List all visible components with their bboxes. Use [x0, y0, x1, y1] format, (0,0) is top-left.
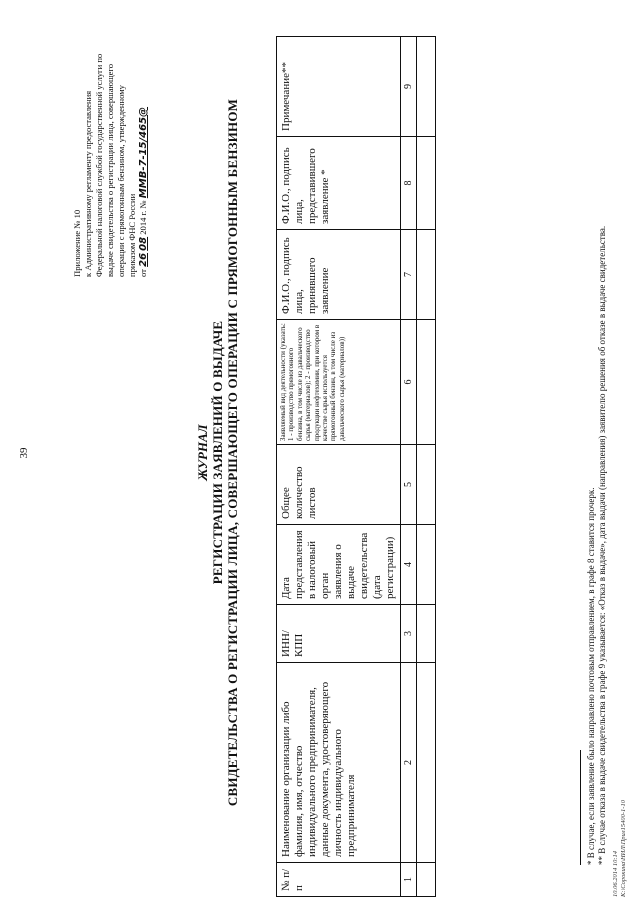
column-number: 8: [401, 137, 417, 230]
appendix-line: Федеральной налоговой службой государственной услуги по: [94, 53, 104, 277]
table-cell: [417, 605, 436, 663]
table-cell: [417, 37, 436, 137]
appendix-line: выдаче свидетельства о регистрации лица, совершающего: [105, 63, 115, 277]
date-prefix: от: [138, 269, 148, 277]
header-cell-1: № п/п: [277, 863, 401, 897]
column-number: 3: [401, 605, 417, 663]
appendix-note: [72, 15, 149, 277]
file-stamp-date: 10.06.2014 10:14: [612, 850, 619, 897]
appendix-line: операции с прямогонным бензином, утвержденному: [116, 85, 126, 277]
header-cell-4: Дата представления в налоговый орган заявления о выдаче свидетельства (дата регистрации): [277, 525, 401, 605]
header-cell-6: Заявляемый вид деятельности (указать: 1 - производство прямогонного бензина, в том числе из давальческого сырья (материалов); 2 - производство продукции нефтехимии, при котором в качестве сырья используется прямогонный бензин, в том числе из давальческого сырья (материалов)): [277, 320, 401, 445]
journal-table: [276, 36, 436, 897]
table-cell: [417, 137, 436, 230]
page-number: 39: [18, 447, 30, 459]
handwritten-day: 26: [138, 252, 149, 267]
appendix-line: приказом ФНС России: [127, 193, 137, 277]
footnotes: [586, 45, 608, 865]
date-year: 2014 г. №: [138, 200, 148, 235]
file-stamp-path: К:\Сорокина\НИЛ\Прил15400-1-10: [620, 800, 627, 897]
title-line-2: РЕГИСТРАЦИИ ЗАЯВЛЕНИЙ О ВЫДАЧЕ: [210, 320, 225, 585]
file-stamp: [612, 800, 628, 897]
handwritten-month: 08: [138, 236, 149, 251]
table-cell: [417, 525, 436, 605]
header-cell-8: Ф.И.О., подпись лица, представившего заявление *: [277, 137, 401, 230]
title-line-1: ЖУРНАЛ: [195, 424, 210, 481]
journal-title: [195, 40, 240, 865]
table-cell: [417, 663, 436, 863]
handwritten-order-number: ММВ-7-15/465@: [138, 106, 149, 199]
appendix-date-line: [138, 15, 149, 277]
column-number: 7: [401, 230, 417, 320]
footnote-divider: [580, 750, 581, 865]
title-line-3: СВИДЕТЕЛЬСТВА О РЕГИСТРАЦИИ ЛИЦА, СОВЕРШАЮЩЕГО ОПЕРАЦИИ С ПРЯМОГОННЫМ БЕНЗИНОМ: [225, 98, 240, 807]
footnote-2: ** В случае отказа в выдаче свидетельства в графе 9 указывается: «Отказ в выдаче», дата выдачи (направления) заявителю решения об отказе в выдаче свидетельства.: [597, 225, 607, 865]
column-number: 4: [401, 525, 417, 605]
table-row-empty: [417, 37, 436, 897]
header-cell-2: Наименование организации либо фамилия, имя, отчество индивидуального предпринимателя, данные документа, удостоверяющего личность индивидуального предпринимателя: [277, 663, 401, 863]
header-cell-5: Общее количество листов: [277, 445, 401, 525]
header-cell-9: Примечание**: [277, 37, 401, 137]
table-cell: [417, 445, 436, 525]
table-header-row: [277, 37, 401, 897]
column-number: 6: [401, 320, 417, 445]
table-cell: [417, 863, 436, 897]
footnote-1: * В случае, если заявление было направлено почтовым отправлением, в графе 8 ставится прочерк.: [586, 487, 596, 865]
column-number: 5: [401, 445, 417, 525]
column-number: 2: [401, 663, 417, 863]
table-cell: [417, 320, 436, 445]
appendix-line: Приложение № 10: [72, 209, 82, 277]
appendix-line: к Административному регламенту предоставления: [83, 90, 93, 277]
column-number: 9: [401, 37, 417, 137]
header-cell-7: Ф.И.О., подпись лица, принявшего заявление: [277, 230, 401, 320]
column-number: 1: [401, 863, 417, 897]
table-cell: [417, 230, 436, 320]
column-number-row: [401, 37, 417, 897]
header-cell-3: ИНН/ КПП: [277, 605, 401, 663]
